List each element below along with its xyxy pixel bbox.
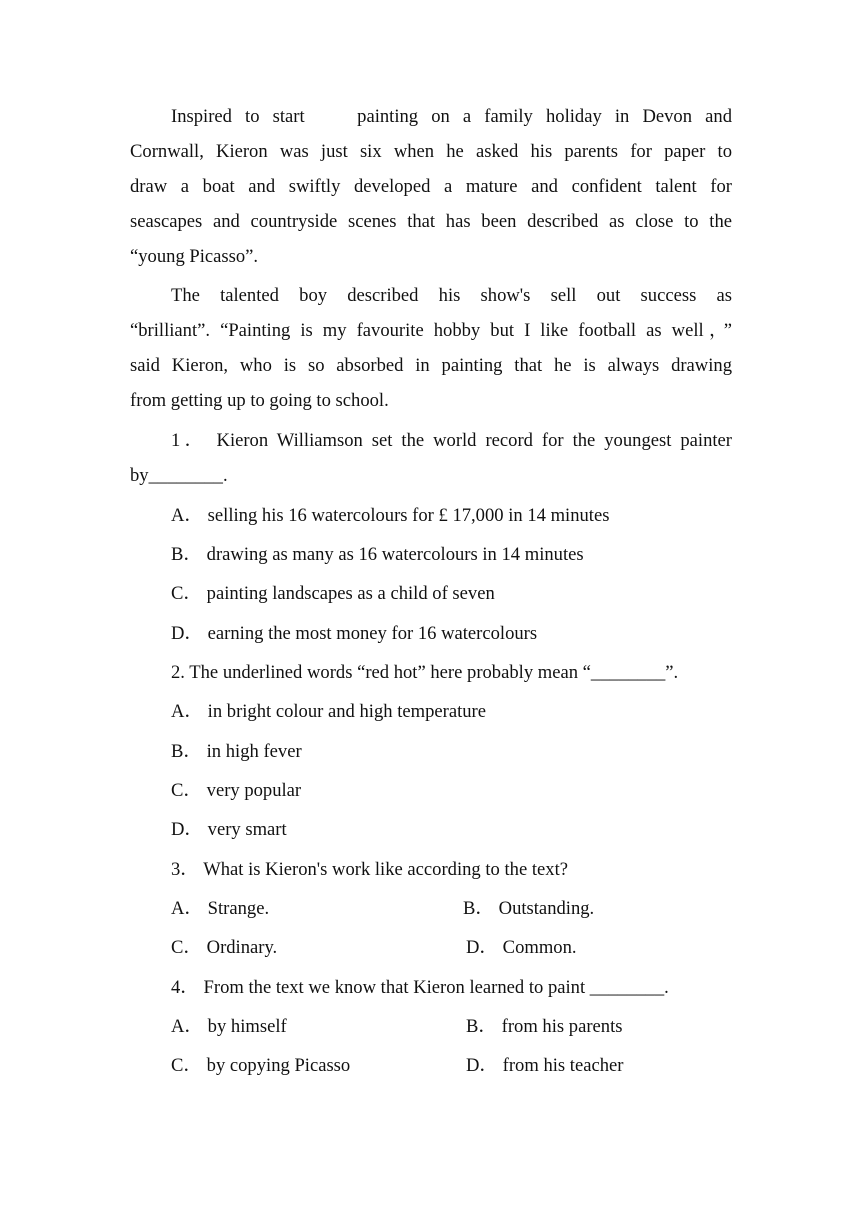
question-1-option-d: D． earning the most money for 16 watercolours bbox=[171, 623, 538, 644]
passage-paragraph-1 bbox=[130, 99, 732, 274]
passage-line: said Kieron, who is so absorbed in painting that he is always drawing bbox=[130, 355, 732, 376]
question-2-option-b: B． in high fever bbox=[171, 741, 302, 762]
question-stem-line: by________. bbox=[130, 465, 228, 486]
question-3-stem: 3． What is Kieron's work like according to the text? bbox=[171, 859, 568, 880]
question-stem-line: 1． Kieron Williamson set the world record for the youngest painter bbox=[171, 430, 732, 451]
question-4-option-b: B． from his parents bbox=[466, 1016, 623, 1037]
question-2-option-d: D． very smart bbox=[171, 819, 287, 840]
question-1-option-b: B． drawing as many as 16 watercolours in 14 minutes bbox=[171, 544, 584, 565]
question-1-option-c: C． painting landscapes as a child of seven bbox=[171, 583, 495, 604]
question-4-option-c: C． by copying Picasso bbox=[171, 1055, 351, 1076]
passage-line: seascapes and countryside scenes that has been described as close to the bbox=[130, 211, 732, 232]
question-3-option-d: D． Common. bbox=[466, 937, 577, 958]
passage-line: from getting up to going to school. bbox=[130, 390, 389, 411]
question-2-option-c: C． very popular bbox=[171, 780, 302, 801]
question-4-option-d: D． from his teacher bbox=[466, 1055, 624, 1076]
question-2-option-a: A． in bright colour and high temperature bbox=[171, 701, 486, 722]
passage-line: “brilliant”. “Painting is my favourite hobby but I like football as well，” bbox=[130, 320, 732, 341]
question-1-stem bbox=[130, 423, 732, 493]
question-3-option-b: B． Outstanding. bbox=[463, 898, 595, 919]
passage-line: The talented boy described his show's sell out success as bbox=[171, 285, 732, 306]
passage-line: Cornwall, Kieron was just six when he asked his parents for paper to bbox=[130, 141, 732, 162]
passage-paragraph-2 bbox=[130, 278, 732, 418]
passage-line: draw a boat and swiftly developed a mature and confident talent for bbox=[130, 176, 732, 197]
passage-line: “young Picasso”. bbox=[130, 246, 259, 267]
passage-line: Inspired to start painting on a family holiday in Devon and bbox=[171, 106, 732, 127]
question-4-stem: 4． From the text we know that Kieron learned to paint ________. bbox=[171, 977, 669, 998]
question-4-option-a: A． by himself bbox=[171, 1016, 287, 1037]
question-3-option-c: C． Ordinary. bbox=[171, 937, 278, 958]
question-2-stem: 2. The underlined words “red hot” here probably mean “________”. bbox=[171, 662, 679, 683]
question-3-option-a: A． Strange. bbox=[171, 898, 270, 919]
question-1-option-a: A． selling his 16 watercolours for £ 17,000 in 14 minutes bbox=[171, 505, 610, 526]
